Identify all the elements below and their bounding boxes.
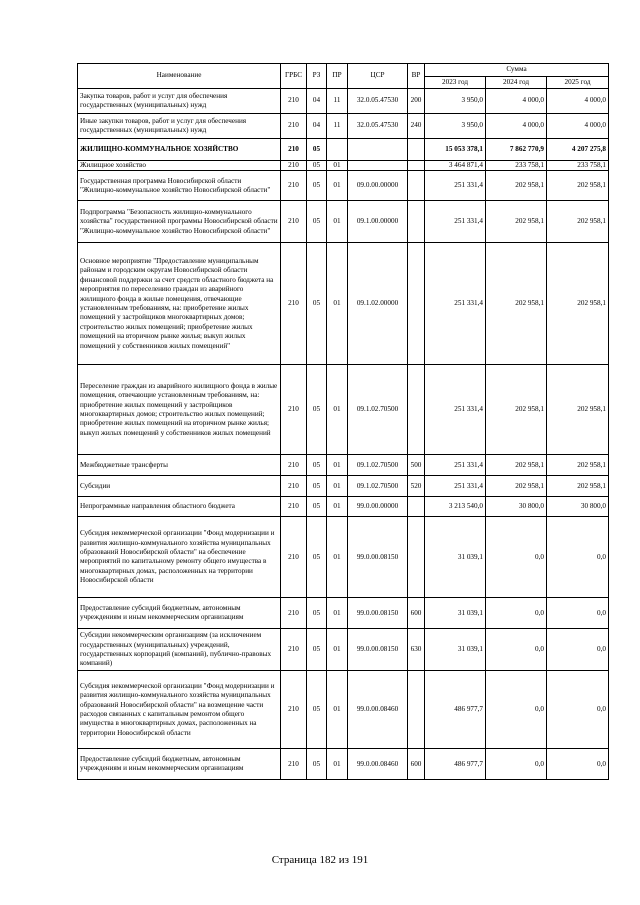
row-rz-cell: 05 xyxy=(307,497,327,517)
table-row xyxy=(78,161,609,171)
row-name-cell: Субсидии xyxy=(78,476,281,497)
row-vr-cell xyxy=(408,161,425,171)
row-rz-cell: 05 xyxy=(307,517,327,598)
header-year-2025: 2025 год xyxy=(547,77,609,89)
row-2025-cell: 0,0 xyxy=(547,517,609,598)
row-2023-cell: 3 950,0 xyxy=(425,89,486,114)
row-2024-cell: 202 958,1 xyxy=(486,171,547,201)
row-2025-cell: 202 958,1 xyxy=(547,171,609,201)
row-pr-cell: 11 xyxy=(327,89,348,114)
row-2025-cell: 4 000,0 xyxy=(547,114,609,139)
row-2025-cell: 202 958,1 xyxy=(547,365,609,455)
page-number: Страница 182 из 191 xyxy=(271,854,369,866)
row-csr-cell: 09.1.02.70500 xyxy=(348,476,408,497)
row-name-cell: Предоставление субсидий бюджетным, автономным учреждениям и иным некоммерческим организациям xyxy=(78,598,281,629)
row-grbs-cell: 210 xyxy=(281,161,307,171)
row-csr-cell: 99.0.00.08150 xyxy=(348,517,408,598)
header-name: Наименование xyxy=(78,64,281,89)
table-row xyxy=(78,114,609,139)
row-2023-cell: 15 053 378,1 xyxy=(425,139,486,161)
table-row xyxy=(78,243,609,365)
row-2024-cell: 30 800,0 xyxy=(486,497,547,517)
row-csr-cell xyxy=(348,139,408,161)
row-2024-cell: 0,0 xyxy=(486,749,547,780)
row-name-cell: Непрограммные направления областного бюджета xyxy=(78,497,281,517)
row-pr-cell: 11 xyxy=(327,114,348,139)
row-2025-cell: 0,0 xyxy=(547,629,609,671)
row-grbs-cell: 210 xyxy=(281,671,307,749)
table-row xyxy=(78,598,609,629)
header-grbs: ГРБС xyxy=(281,64,307,89)
row-2023-cell: 3 464 871,4 xyxy=(425,161,486,171)
row-vr-cell: 520 xyxy=(408,476,425,497)
row-2024-cell: 233 758,1 xyxy=(486,161,547,171)
row-2024-cell: 202 958,1 xyxy=(486,476,547,497)
row-pr-cell: 01 xyxy=(327,671,348,749)
table-row xyxy=(78,455,609,476)
row-csr-cell: 99.0.00.08460 xyxy=(348,671,408,749)
table-body xyxy=(78,89,609,780)
row-name-cell: Подпрограмма "Безопасность жилищно-коммунального хозяйства" государственной программы Новосибирской области "Жилищно-коммунальное хозяйство Новосибирской области" xyxy=(78,201,281,243)
row-rz-cell: 05 xyxy=(307,476,327,497)
row-vr-cell: 500 xyxy=(408,455,425,476)
row-name-cell: Межбюджетные трансферты xyxy=(78,455,281,476)
row-2023-cell: 251 331,4 xyxy=(425,171,486,201)
row-2025-cell: 4 000,0 xyxy=(547,89,609,114)
row-csr-cell: 09.1.02.00000 xyxy=(348,243,408,365)
row-vr-cell: 600 xyxy=(408,598,425,629)
row-vr-cell xyxy=(408,497,425,517)
header-csr: ЦСР xyxy=(348,64,408,89)
row-rz-cell: 05 xyxy=(307,455,327,476)
row-name-cell: Субсидия некоммерческой организации "Фонд модернизации и развития жилищно-коммунального хозяйства муниципальных образований Новосибирской области" на возмещение части расходов связанных с капитальным ремонтом общего имущества в многоквартирных домах, расположенных на территории Новосибирской области xyxy=(78,671,281,749)
row-2024-cell: 0,0 xyxy=(486,629,547,671)
row-2024-cell: 202 958,1 xyxy=(486,243,547,365)
table-row xyxy=(78,671,609,749)
row-vr-cell xyxy=(408,139,425,161)
row-pr-cell: 01 xyxy=(327,455,348,476)
table-row xyxy=(78,629,609,671)
row-rz-cell: 05 xyxy=(307,161,327,171)
row-grbs-cell: 210 xyxy=(281,629,307,671)
row-pr-cell: 01 xyxy=(327,517,348,598)
row-pr-cell: 01 xyxy=(327,476,348,497)
row-csr-cell: 09.1.02.70500 xyxy=(348,365,408,455)
row-2023-cell: 251 331,4 xyxy=(425,201,486,243)
row-pr-cell: 01 xyxy=(327,171,348,201)
row-2025-cell: 202 958,1 xyxy=(547,243,609,365)
row-name-cell: Иные закупки товаров, работ и услуг для обеспечения государственных (муниципальных) нужд xyxy=(78,114,281,139)
row-rz-cell: 05 xyxy=(307,201,327,243)
row-name-cell: Жилищное хозяйство xyxy=(78,161,281,171)
row-2023-cell: 251 331,4 xyxy=(425,365,486,455)
row-name-cell: Закупка товаров, работ и услуг для обеспечения государственных (муниципальных) нужд xyxy=(78,89,281,114)
row-pr-cell: 01 xyxy=(327,598,348,629)
row-name-cell: Субсидия некоммерческой организации "Фонд модернизации и развития жилищно-коммунального хозяйства муниципальных образований Новосибирской области" на обеспечение мероприятий по капитальному ремонту общего имущества в многоквартирных домах, расположенных на территории Новосибирской области xyxy=(78,517,281,598)
row-2024-cell: 0,0 xyxy=(486,671,547,749)
row-rz-cell: 05 xyxy=(307,598,327,629)
row-rz-cell: 05 xyxy=(307,629,327,671)
row-grbs-cell: 210 xyxy=(281,497,307,517)
row-2025-cell: 4 207 275,8 xyxy=(547,139,609,161)
row-2023-cell: 31 039,1 xyxy=(425,629,486,671)
row-2025-cell: 0,0 xyxy=(547,671,609,749)
row-rz-cell: 05 xyxy=(307,671,327,749)
header-vr: ВР xyxy=(408,64,425,89)
table-row xyxy=(78,139,609,161)
table-row xyxy=(78,517,609,598)
row-csr-cell xyxy=(348,161,408,171)
row-2024-cell: 0,0 xyxy=(486,517,547,598)
row-rz-cell: 05 xyxy=(307,365,327,455)
row-grbs-cell: 210 xyxy=(281,243,307,365)
row-grbs-cell: 210 xyxy=(281,89,307,114)
row-vr-cell: 630 xyxy=(408,629,425,671)
row-2025-cell: 202 958,1 xyxy=(547,201,609,243)
row-grbs-cell: 210 xyxy=(281,365,307,455)
row-grbs-cell: 210 xyxy=(281,517,307,598)
row-csr-cell: 99.0.00.08150 xyxy=(348,629,408,671)
row-grbs-cell: 210 xyxy=(281,171,307,201)
row-vr-cell xyxy=(408,365,425,455)
row-2023-cell: 3 213 540,0 xyxy=(425,497,486,517)
row-2024-cell: 202 958,1 xyxy=(486,365,547,455)
row-2023-cell: 486 977,7 xyxy=(425,671,486,749)
row-pr-cell xyxy=(327,139,348,161)
row-2025-cell: 202 958,1 xyxy=(547,455,609,476)
row-pr-cell: 01 xyxy=(327,365,348,455)
row-2024-cell: 7 862 770,9 xyxy=(486,139,547,161)
table-row xyxy=(78,365,609,455)
table-row xyxy=(78,89,609,114)
row-csr-cell: 09.1.02.70500 xyxy=(348,455,408,476)
row-2024-cell: 4 000,0 xyxy=(486,89,547,114)
row-2025-cell: 0,0 xyxy=(547,749,609,780)
row-vr-cell xyxy=(408,671,425,749)
row-pr-cell: 01 xyxy=(327,749,348,780)
header-pr: ПР xyxy=(327,64,348,89)
row-2023-cell: 486 977,7 xyxy=(425,749,486,780)
row-csr-cell: 99.0.00.00000 xyxy=(348,497,408,517)
row-grbs-cell: 210 xyxy=(281,201,307,243)
row-2023-cell: 251 331,4 xyxy=(425,243,486,365)
row-vr-cell xyxy=(408,201,425,243)
row-grbs-cell: 210 xyxy=(281,749,307,780)
row-name-cell: Субсидии некоммерческим организациям (за исключением государственных (муниципальных) учреждений, государственных корпораций (компаний), публично-правовых компаний) xyxy=(78,629,281,671)
row-csr-cell: 99.0.00.08150 xyxy=(348,598,408,629)
row-2025-cell: 202 958,1 xyxy=(547,476,609,497)
row-rz-cell: 04 xyxy=(307,114,327,139)
header-year-2024: 2024 год xyxy=(486,77,547,89)
row-pr-cell: 01 xyxy=(327,161,348,171)
header-sum: Сумма xyxy=(425,64,609,77)
row-vr-cell: 200 xyxy=(408,89,425,114)
row-pr-cell: 01 xyxy=(327,629,348,671)
row-csr-cell: 32.0.05.47530 xyxy=(348,89,408,114)
row-name-cell: Основное мероприятие "Предоставление муниципальным районам и городским округам Новосибирской области финансовой поддержки за счет средств областного бюджета на мероприятия по переселению граждан из аварийного жилищного фонда в жилые помещения, отвечающие установленным требованиям, на: приобретение жилых помещений у застройщиков многоквартирных домов; строительство жилых помещений; приобретение жилых помещений на вторичном рынке жилья; выкуп жилых помещений у собственников жилых помещений" xyxy=(78,243,281,365)
row-2025-cell: 0,0 xyxy=(547,598,609,629)
table-row xyxy=(78,749,609,780)
row-rz-cell: 05 xyxy=(307,749,327,780)
row-2023-cell: 31 039,1 xyxy=(425,517,486,598)
row-name-cell: Государственная программа Новосибирской области "Жилищно-коммунальное хозяйство Новосибирской области" xyxy=(78,171,281,201)
row-vr-cell: 600 xyxy=(408,749,425,780)
table-row xyxy=(78,171,609,201)
row-grbs-cell: 210 xyxy=(281,455,307,476)
row-name-cell: Предоставление субсидий бюджетным, автономным учреждениям и иным некоммерческим организациям xyxy=(78,749,281,780)
row-rz-cell: 05 xyxy=(307,171,327,201)
row-rz-cell: 05 xyxy=(307,243,327,365)
row-2024-cell: 202 958,1 xyxy=(486,201,547,243)
row-vr-cell xyxy=(408,243,425,365)
row-2024-cell: 4 000,0 xyxy=(486,114,547,139)
row-vr-cell xyxy=(408,517,425,598)
header-rz: РЗ xyxy=(307,64,327,89)
row-csr-cell: 99.0.00.08460 xyxy=(348,749,408,780)
row-name-cell: Переселение граждан из аварийного жилищного фонда в жилые помещения, отвечающие установленным требованиям, на: приобретение жилых помещений у застройщиков многоквартирных домов; строительство жилых помещений; приобретение жилых помещений на вторичном рынке жилья; выкуп жилых помещений у собственников жилых помещений xyxy=(78,365,281,455)
row-pr-cell: 01 xyxy=(327,497,348,517)
row-2023-cell: 251 331,4 xyxy=(425,455,486,476)
row-grbs-cell: 210 xyxy=(281,476,307,497)
row-grbs-cell: 210 xyxy=(281,139,307,161)
row-2024-cell: 202 958,1 xyxy=(486,455,547,476)
row-2023-cell: 3 950,0 xyxy=(425,114,486,139)
row-vr-cell xyxy=(408,171,425,201)
row-2023-cell: 251 331,4 xyxy=(425,476,486,497)
row-csr-cell: 09.0.00.00000 xyxy=(348,171,408,201)
row-csr-cell: 09.1.00.00000 xyxy=(348,201,408,243)
table-row xyxy=(78,201,609,243)
row-csr-cell: 32.0.05.47530 xyxy=(348,114,408,139)
table-row xyxy=(78,497,609,517)
budget-table xyxy=(77,63,609,780)
row-rz-cell: 05 xyxy=(307,139,327,161)
row-vr-cell: 240 xyxy=(408,114,425,139)
row-2025-cell: 30 800,0 xyxy=(547,497,609,517)
row-pr-cell: 01 xyxy=(327,201,348,243)
row-grbs-cell: 210 xyxy=(281,114,307,139)
row-name-cell: ЖИЛИЩНО-КОММУНАЛЬНОЕ ХОЗЯЙСТВО xyxy=(78,139,281,161)
table-row xyxy=(78,476,609,497)
row-2023-cell: 31 039,1 xyxy=(425,598,486,629)
header-year-2023: 2023 год xyxy=(425,77,486,89)
row-rz-cell: 04 xyxy=(307,89,327,114)
row-grbs-cell: 210 xyxy=(281,598,307,629)
row-pr-cell: 01 xyxy=(327,243,348,365)
row-2025-cell: 233 758,1 xyxy=(547,161,609,171)
row-2024-cell: 0,0 xyxy=(486,598,547,629)
